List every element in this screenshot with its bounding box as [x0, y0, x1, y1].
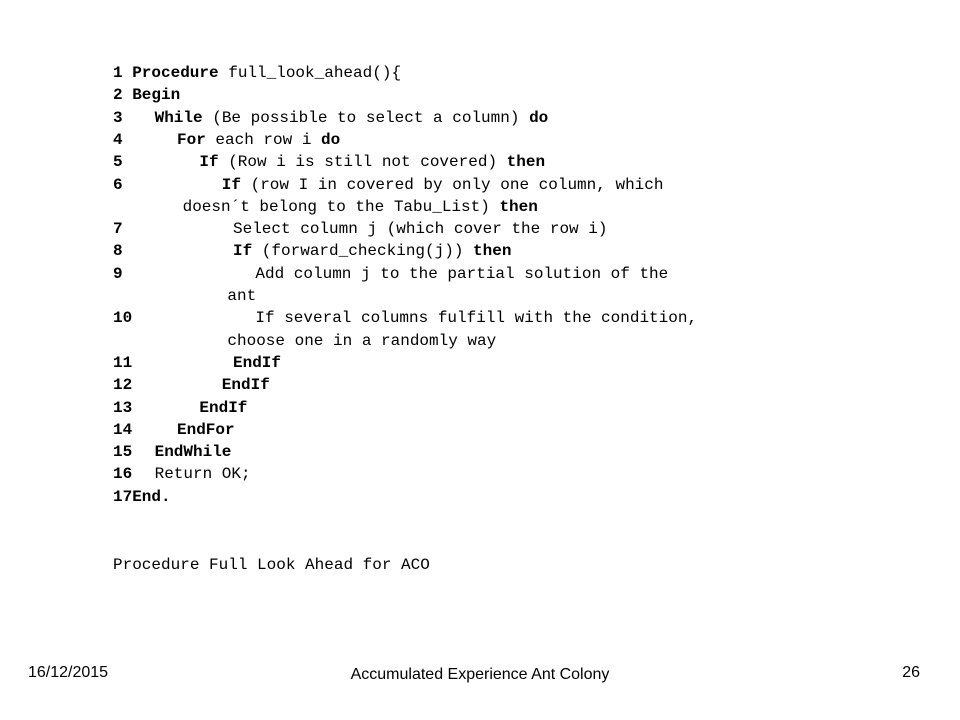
line-code [155, 107, 549, 129]
keyword: EndIf [199, 398, 248, 417]
line-code [222, 174, 664, 196]
footer-page-number: 26 [902, 664, 920, 681]
code-line [113, 196, 538, 218]
code-text: full_look_ahead(){ [218, 64, 402, 82]
keyword: If [233, 242, 253, 261]
line-number: 14 [113, 420, 133, 439]
code-line [113, 285, 257, 307]
code-text: If several columns fulfill with the condition, [255, 309, 698, 328]
code-line [113, 62, 402, 84]
line-code [199, 151, 545, 173]
keyword: EndWhile [154, 443, 232, 462]
line-code [255, 263, 668, 285]
code-text: each row i [205, 130, 322, 149]
keyword: then [473, 242, 512, 261]
code-line [113, 263, 669, 285]
line-number: 7 [113, 220, 123, 239]
code-text: (Row i is still not covered) [218, 153, 507, 172]
line-number: 6 [113, 175, 123, 194]
line-number: 5 [113, 153, 123, 172]
line-code [227, 285, 256, 307]
code-line [113, 151, 546, 173]
line-code [132, 486, 170, 508]
line-code [227, 330, 496, 352]
keyword: then [506, 153, 546, 172]
code-line [113, 330, 497, 352]
line-number: 17 [113, 487, 133, 506]
line-code [222, 374, 270, 396]
line-number: 13 [113, 398, 133, 417]
line-number: 10 [113, 309, 133, 328]
line-number: 11 [113, 353, 133, 372]
keyword: If [221, 175, 241, 194]
code-line [113, 307, 698, 329]
code-line [113, 419, 235, 441]
line-code [132, 84, 180, 106]
keyword: EndIf [233, 353, 282, 372]
code-text: ant [227, 287, 257, 305]
code-line [113, 441, 232, 463]
line-code [255, 307, 697, 329]
code-line [113, 397, 248, 419]
keyword: Begin [132, 86, 181, 105]
code-text: (row I in covered by only one column, which [241, 175, 664, 194]
keyword: EndFor [177, 420, 235, 439]
line-code [183, 196, 538, 218]
keyword: then [499, 197, 538, 216]
code-line [113, 107, 549, 129]
keyword: For [177, 130, 206, 149]
code-text: Add column j to the partial solution of the [255, 264, 669, 283]
code-text: Return OK; [154, 465, 251, 484]
code-text: Select column j (which cover the row i) [233, 220, 608, 239]
footer-title: Accumulated Experience Ant Colony [350, 666, 610, 683]
code-line [113, 374, 270, 396]
line-number: 12 [113, 376, 133, 395]
line-number: 1 [113, 64, 123, 82]
line-number: 2 [113, 86, 123, 105]
line-code [233, 352, 281, 374]
keyword: do [529, 108, 549, 127]
keyword: Procedure [132, 64, 219, 82]
code-line [113, 352, 282, 374]
line-number: 4 [113, 130, 123, 149]
line-number: 8 [113, 242, 123, 261]
code-text: doesn´t belong to the Tabu_List) [182, 197, 500, 216]
keyword: While [154, 108, 203, 127]
code-line [113, 84, 181, 106]
line-code [155, 441, 232, 463]
code-line [113, 174, 664, 196]
line-code [199, 397, 247, 419]
line-code [177, 129, 340, 151]
line-number: 3 [113, 108, 123, 127]
code-line [113, 463, 251, 485]
line-number: 9 [113, 264, 123, 283]
line-code [233, 218, 607, 240]
line-number: 16 [113, 465, 133, 484]
line-code [177, 419, 235, 441]
line-code [132, 62, 401, 84]
line-number: 15 [113, 443, 133, 462]
procedure-caption: Procedure Full Look Ahead for ACO [113, 556, 430, 574]
code-line [113, 218, 608, 240]
footer-date: 16/12/2015 [28, 664, 109, 681]
code-line [113, 240, 512, 262]
code-text: (forward_checking(j)) [252, 242, 474, 261]
line-code [155, 463, 251, 485]
line-code [233, 240, 511, 262]
keyword: If [199, 153, 219, 172]
code-line [113, 129, 341, 151]
keyword: EndIf [221, 376, 270, 395]
keyword: do [321, 130, 341, 149]
code-text: choose one in a randomly way [227, 331, 497, 350]
code-line [113, 486, 171, 508]
keyword: End. [132, 487, 171, 506]
code-text: (Be possible to select a column) [202, 108, 530, 127]
